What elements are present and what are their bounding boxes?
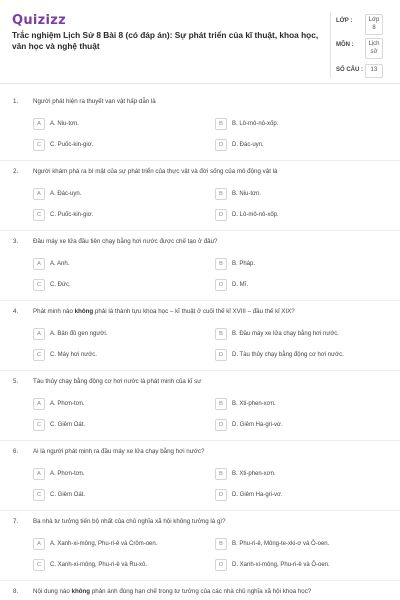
question-text: Người phát hiện ra thuyết vạn vật hấp dẫn là: [33, 98, 156, 105]
question-number: 1.: [13, 98, 19, 105]
question-divider: [0, 580, 400, 581]
option-text: A. Bản đồ gen người.: [50, 330, 108, 337]
meta-label-subject: MÔN :: [336, 42, 354, 48]
option-letter: C: [33, 209, 45, 221]
question-number: 3.: [13, 238, 19, 245]
option-text: A. Xanh-xi-mông, Phu-ri-ê và Crôm-oen.: [50, 540, 158, 547]
header-divider: [0, 83, 400, 84]
option-letter: A: [33, 258, 45, 270]
option-text: B. Niu-tơn.: [232, 190, 261, 197]
question-divider: [0, 370, 400, 371]
question-text: Người khám phá ra bí mật của sự phát triển của thực vật và đời sống của mô động vật là: [33, 168, 278, 175]
option-letter: C: [33, 489, 45, 501]
option-letter: A: [33, 398, 45, 410]
meta-divider: [330, 12, 331, 78]
meta-label-count: SỐ CÂU :: [336, 67, 363, 73]
option-text: D. Đác-uyn.: [232, 141, 264, 148]
quizizz-logo: Quizizz: [12, 13, 67, 28]
option-letter: B: [215, 328, 227, 340]
option-text: C. Đức.: [50, 281, 71, 288]
option-letter: B: [215, 468, 227, 480]
option-text: B. Phu-ri-ê, Mông-te-xki-ơ và Ô-oen.: [232, 540, 330, 547]
option-text: C. Giêm Oát.: [50, 491, 86, 498]
question-text: Đầu máy xe lửa đầu tiên chạy bằng hơi nước được chế tạo ở đâu?: [33, 238, 218, 245]
meta-value-count: 13: [365, 64, 383, 78]
question-text: Phát minh nào không phải là thành tựu khoa học – kĩ thuật ở cuối thế kỉ XVIII – đầu thế kỉ XIX?: [33, 308, 295, 315]
quiz-header: [0, 0, 400, 84]
option-text: B. Pháp.: [232, 260, 256, 267]
question-divider: [0, 160, 400, 161]
question-text: Ba nhà tư tưởng tiến bộ nhất của chủ nghĩa xã hội không tưởng là gì?: [33, 518, 226, 525]
option-text: B. Xti-phen-xơn.: [232, 400, 276, 407]
option-text: A. Anh.: [50, 260, 70, 267]
option-letter: A: [33, 538, 45, 550]
option-text: B. Xti-phen-xơn.: [232, 470, 276, 477]
option-text: D. Lô-mô-nô-xốp.: [232, 211, 279, 218]
option-text: C. Máy hơi nước.: [50, 351, 97, 358]
option-letter: B: [215, 258, 227, 270]
question-divider: [0, 230, 400, 231]
option-letter: D: [215, 279, 227, 291]
question-number: 4.: [13, 308, 19, 315]
option-letter: B: [215, 538, 227, 550]
meta-label-grade: LỚP :: [336, 18, 353, 24]
meta-value-subject: Lịch sử: [365, 38, 383, 59]
option-letter: D: [215, 419, 227, 431]
option-text: C. Xanh-xi-mông, Phu-ri-ê và Ru-xô.: [50, 561, 148, 568]
meta-value-grade: Lớp 8: [365, 14, 383, 35]
question-number: 8.: [13, 588, 19, 595]
option-letter: A: [33, 328, 45, 340]
option-text: C. Puốc-kin-giơ.: [50, 211, 94, 218]
option-text: D. Giêm Ha-gri-vơ.: [232, 421, 283, 428]
question-text: Tàu thủy chạy bằng động cơ hơi nước là phát minh của kĩ sư: [33, 378, 202, 385]
option-text: A. Đác-uyn.: [50, 190, 82, 197]
quiz-title: Trắc nghiệm Lịch Sử 8 Bài 8 (có đáp án): Sự phát triển của kĩ thuật, khoa học, văn học và nghệ thuật: [12, 30, 319, 51]
option-letter: C: [33, 419, 45, 431]
option-letter: C: [33, 279, 45, 291]
option-text: A. Phơn-tơn.: [50, 470, 85, 477]
option-letter: D: [215, 139, 227, 151]
option-text: A. Niu-tơn.: [50, 120, 79, 127]
option-letter: A: [33, 118, 45, 130]
option-letter: D: [215, 559, 227, 571]
option-letter: C: [33, 139, 45, 151]
option-letter: B: [215, 188, 227, 200]
option-letter: D: [215, 349, 227, 361]
option-text: D. Xanh-xi-mông, Phu-ri-ê và Ô-oen.: [232, 561, 330, 568]
question-divider: [0, 440, 400, 441]
option-text: B. Lô-mô-nô-xốp.: [232, 120, 279, 127]
question-number: 5.: [13, 378, 19, 385]
option-letter: D: [215, 489, 227, 501]
option-text: A. Phơn-tơn.: [50, 400, 85, 407]
question-number: 2.: [13, 168, 19, 175]
option-text: C. Puốc-kin-giơ.: [50, 141, 94, 148]
question-divider: [0, 300, 400, 301]
option-letter: B: [215, 118, 227, 130]
option-letter: C: [33, 559, 45, 571]
option-text: D. Giêm Ha-gri-vơ.: [232, 491, 283, 498]
question-number: 7.: [13, 518, 19, 525]
option-letter: B: [215, 398, 227, 410]
question-number: 6.: [13, 448, 19, 455]
option-letter: C: [33, 349, 45, 361]
question-divider: [0, 510, 400, 511]
option-letter: A: [33, 188, 45, 200]
option-text: D. Mĩ.: [232, 281, 248, 288]
option-letter: D: [215, 209, 227, 221]
question-text: Ai là người phát minh ra đầu máy xe lửa chạy bằng hơi nước?: [33, 448, 205, 455]
option-letter: A: [33, 468, 45, 480]
option-text: B. Đầu máy xe lửa chạy bằng hơi nước.: [232, 330, 339, 337]
question-text: Nội dung nào không phản ánh đúng hạn chế trong tư tưởng của các nhà chủ nghĩa xã hội khoa học?: [33, 588, 312, 595]
option-text: D. Tàu thủy chạy bằng động cơ hơi nước.: [232, 351, 344, 358]
option-text: C. Giêm Oát.: [50, 421, 86, 428]
